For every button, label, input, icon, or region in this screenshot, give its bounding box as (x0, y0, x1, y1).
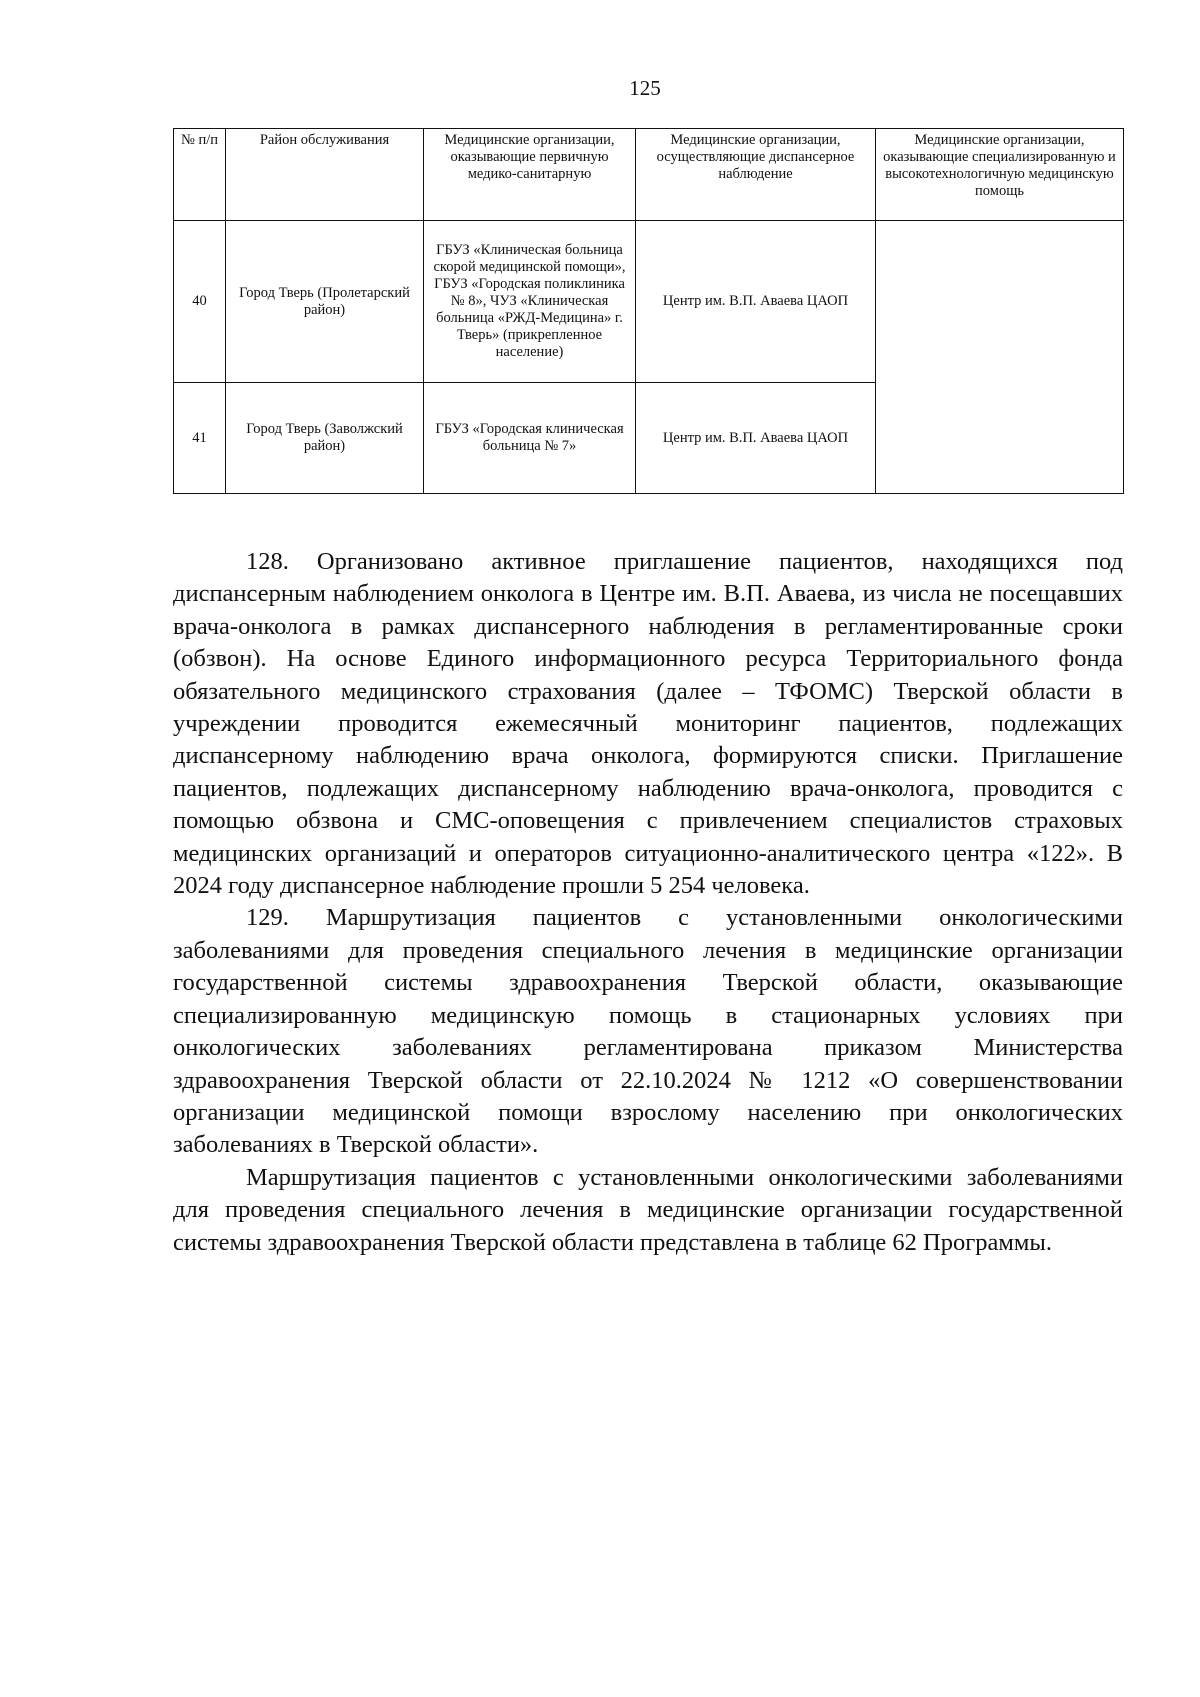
header-specialized-care: Медицинские организации, оказывающие специализированную и высокотехнологичную медицинскую помощь (876, 129, 1124, 221)
row-number: 40 (174, 221, 226, 383)
paragraph-129: 129. Маршрутизация пациентов с установленными онкологическими заболеваниями для проведения специального лечения в медицинские организации государственной системы здравоохранения Тверской области, оказывающие специализированную медицинскую помощь в стационарных условиях при онкологических заболеваниях регламентирована приказом Министерства здравоохранения Тверской области от 22.10.2024 № 1212 «О совершенствовании организации медицинской помощи взрослому населению при онкологических заболеваниях в Тверской области». (173, 904, 1123, 1159)
table-header-row (174, 129, 1124, 221)
row-specialized-care (876, 221, 1124, 494)
row-district: Город Тверь (Заволжский район) (226, 383, 424, 494)
row-primary-care: ГБУЗ «Городская клиническая больница № 7» (424, 383, 636, 494)
header-number: № п/п (174, 129, 226, 221)
paragraph-routing-reference: Маршрутизация пациентов с установленными онкологическими заболеваниями для проведения специального лечения в медицинские организации государственной системы здравоохранения Тверской области представлена в таблице 62 Программы. (173, 1163, 1123, 1256)
body-text (173, 546, 1123, 1259)
header-district: Район обслуживания (226, 129, 424, 221)
header-dispensary: Медицинские организации, осуществляющие диспансерное наблюдение (636, 129, 876, 221)
row-dispensary: Центр им. В.П. Аваева ЦАОП (636, 383, 876, 494)
row-number: 41 (174, 383, 226, 494)
page-number: 125 (629, 76, 661, 100)
row-dispensary: Центр им. В.П. Аваева ЦАОП (636, 221, 876, 383)
row-primary-care: ГБУЗ «Клиническая больница скорой медицинской помощи», ГБУЗ «Городская поликлиника № 8», ЧУЗ «Клиническая больница «РЖД-Медицина» г. Тверь» (прикрепленное население) (424, 221, 636, 383)
row-district: Город Тверь (Пролетарский район) (226, 221, 424, 383)
routing-table (173, 128, 1124, 494)
header-primary-care: Медицинские организации, оказывающие первичную медико-санитарную (424, 129, 636, 221)
table-row (174, 221, 1124, 383)
paragraph-128: 128. Организовано активное приглашение пациентов, находящихся под диспансерным наблюдением онколога в Центре им. В.П. Аваева, из числа не посещавших врача-онколога в рамках диспансерного наблюдения в регламентированные сроки (обзвон). На основе Единого информационного ресурса Территориального фонда обязательного медицинского страхования (далее – ТФОМС) Тверской области в учреждении проводится ежемесячный мониторинг пациентов, подлежащих диспансерному наблюдению врача онколога, формируются списки. Приглашение пациентов, подлежащих диспансерному наблюдению врача-онколога, проводится с помощью обзвона и СМС-оповещения с привлечением специалистов страховых медицинских организаций и операторов ситуационно-аналитического центра «122». В 2024 году диспансерное наблюдение прошли 5 254 человека. (173, 548, 1123, 900)
